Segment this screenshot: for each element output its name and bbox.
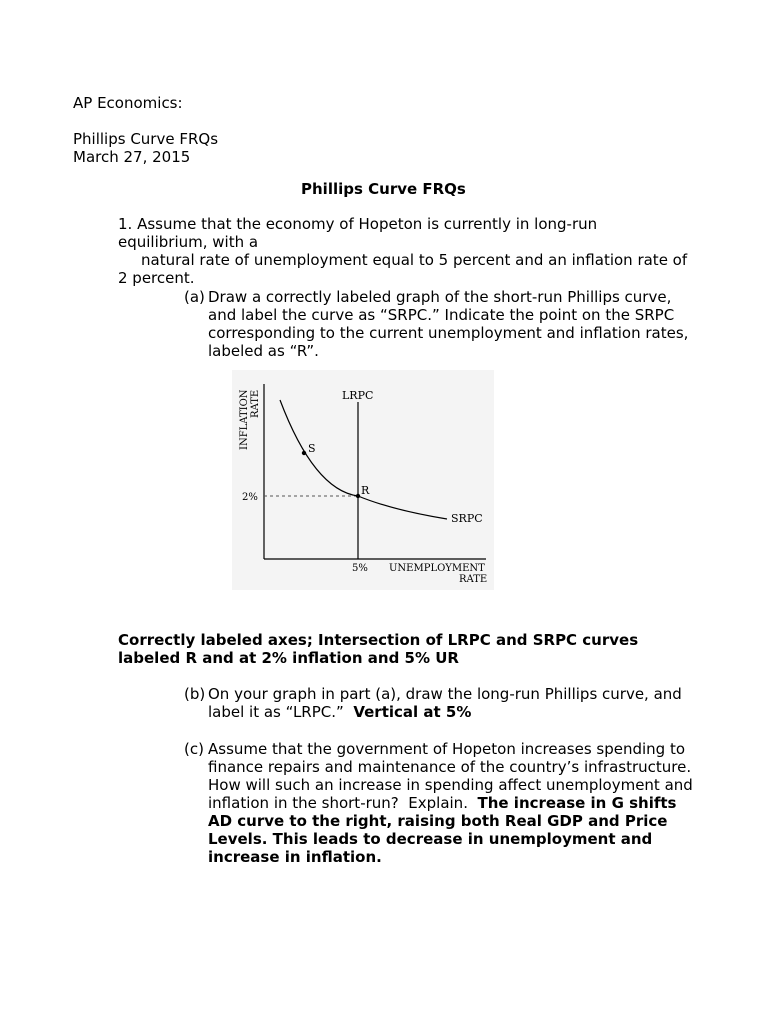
part-c-line3: How will such an increase in spending affect unemployment and [208,776,693,794]
point-r-label: R [361,484,370,497]
part-b-marker: (b) [184,685,206,703]
y-axis-label-line1: INFLATION [239,389,250,450]
part-b-line2-text: label it as “LRPC.” [208,703,354,721]
answer-a-line1: Correctly labeled axes; Intersection of LRPC and SRPC curves [118,631,639,649]
x-axis-label-line1: UNEMPLOYMENT [389,563,485,574]
document-date: March 27, 2015 [73,148,191,166]
question1-line3: natural rate of unemployment equal to 5 percent and an inflation rate of [141,251,688,269]
question1-line2: equilibrium, with a [118,233,259,251]
part-c-line1: Assume that the government of Hopeton increases spending to [208,740,686,758]
part-a-marker: (a) [184,288,205,306]
srpc-curve [280,400,447,519]
part-b-line1: On your graph in part (a), draw the long-run Phillips curve, and [208,685,682,703]
y-tick-label: 2% [242,492,258,503]
section-title: Phillips Curve FRQs [301,180,466,198]
part-b-answer: Vertical at 5% [353,703,472,721]
question1-line4: 2 percent. [118,269,195,287]
answer-a-line2: labeled R and at 2% inflation and 5% UR [118,649,459,667]
phillips-curve-graph [232,370,494,590]
course-heading: AP Economics: [73,94,183,112]
document-title: Phillips Curve FRQs [73,130,219,148]
point-s-label: S [308,442,316,455]
part-c-line4-text: inflation in the short-run? Explain. [208,794,478,812]
part-c-marker: (c) [184,740,204,758]
part-a-line3: corresponding to the current unemployment and inflation rates, [208,324,689,342]
part-b-line2 [208,703,471,721]
part-a-line2: and label the curve as “SRPC.” Indicate the point on the SRPC [208,306,675,324]
srpc-label: SRPC [451,512,483,525]
x-tick-label: 5% [352,563,368,574]
part-c-answer-start: The increase in G shifts [477,794,677,812]
lrpc-label: LRPC [342,389,374,402]
phillips-curve-figure [232,370,494,590]
part-c-line2: finance repairs and maintenance of the country’s infrastructure. [208,758,692,776]
part-c-answer-line2: Levels. This leads to decrease in unemployment and [208,830,653,848]
point-s-marker [302,451,306,455]
part-c-line4 [208,794,676,812]
x-axis-label-line2: RATE [459,574,488,585]
part-c-answer-line1: AD curve to the right, raising both Real GDP and Price [208,812,668,830]
y-axis-label-line2: RATE [250,389,261,418]
part-c-answer-line3: increase in inflation. [208,848,382,866]
point-r-marker [356,494,360,498]
part-a-line4: labeled as “R”. [208,342,319,360]
question1-line1: 1. Assume that the economy of Hopeton is currently in long-run [118,215,598,233]
part-a-line1: Draw a correctly labeled graph of the short-run Phillips curve, [208,288,672,306]
